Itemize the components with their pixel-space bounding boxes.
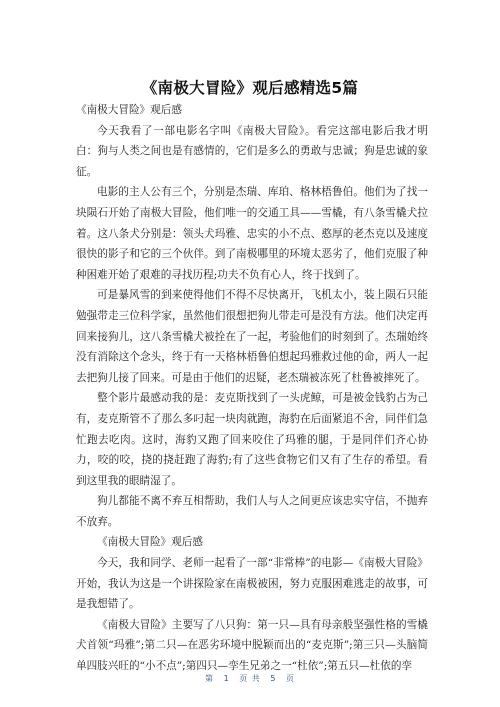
page-footer: [0, 673, 500, 684]
document-title: 《南极大冒险》观后感精选5篇: [141, 79, 359, 97]
footer-ye: 页: [285, 674, 295, 683]
footer-ye-gong: 页 共: [239, 674, 261, 683]
footer-total-pages: 5: [270, 674, 277, 683]
paragraph: 整个影片最感动我的是：麦克斯找到了一头虎鲸，可是被金钱豹占为己有，麦克斯管不了那么多叼起一块肉就跑，海豹在后面紧追不舍，同伴们急忙跑去吃肉。这时，海豹又跑了回来咬住了玛雅的腿，于是同伴们齐心协力，咬的咬，挠的挠赶跑了海豹;有了这些食物它们又有了生存的希望。看到这里我的眼睛湿了。: [76, 392, 428, 487]
paragraph: 今天，我和同学、老师一起看了一部“非常棒”的电影—《南极大冒险》开始，我认为这是一个讲探险家在南极被困，努力克服困难逃走的故事，可是我想错了。: [76, 557, 428, 611]
footer-page-number: 1: [223, 674, 230, 683]
paragraph: 可是暴风雪的到来使得他们不得不尽快离开，飞机太小，装上陨石只能勉强带走三位科学家，虽然他们很想把狗儿带走可是没有方法。他们决定再回来接狗儿，这八条雪橇犬被拴在了一起，考验他们的时刻到了。杰瑞始终没有消除这个念头，终于有一天格林梧鲁伯想起玛雅救过他的命，两人一起去把狗儿接了回来。可是由于他们的迟疑，老杰瑞被冻死了杜鲁被摔死了。: [76, 289, 428, 384]
paragraph: 《南极大冒险》主要写了八只狗：第一只—具有母亲般坚强性格的雪橇犬首领“玛雅”;第二只—在恶劣环境中脱颖而出的“麦克斯”;第三只—头脑简单四肢兴旺的“小不点”;第四只—孪生兄弟之一“杜依”;第五只—杜依的孪: [76, 618, 428, 673]
section-heading: 《南极大冒险》观后感: [76, 104, 182, 116]
paragraph: 电影的主人公有三个，分别是杰瑞、库珀、格林梧鲁伯。他们为了找一块陨石开始了南极大冒险，他们唯一的交通工具——雪橇，有八条雪橇犬拉着。这八条犬分别是：领头犬玛雅、忠实的小不点、憨厚的老杰克以及速度很快的影子和它的三个伙伴。到了南极哪里的环境太恶劣了，他们克服了种种困难开始了艰难的寻找历程;功夫不负有心人，终于找到了。: [76, 186, 428, 281]
paragraph: 狗儿都能不离不弃互相帮助，我们人与人之间更应该忠实守信，不抛弃不放弃。: [76, 495, 428, 528]
document-body: [76, 100, 428, 677]
paragraph: 今天我看了一部电影名字叫《南极大冒险》。看完这部电影后我才明白：狗与人类之间也是有感情的，它们是多么的勇敢与忠诚；狗是忠诚的象征。: [76, 124, 428, 178]
section-heading: 《南极大冒险》观后感: [97, 536, 203, 549]
footer-di: 第: [205, 674, 215, 683]
